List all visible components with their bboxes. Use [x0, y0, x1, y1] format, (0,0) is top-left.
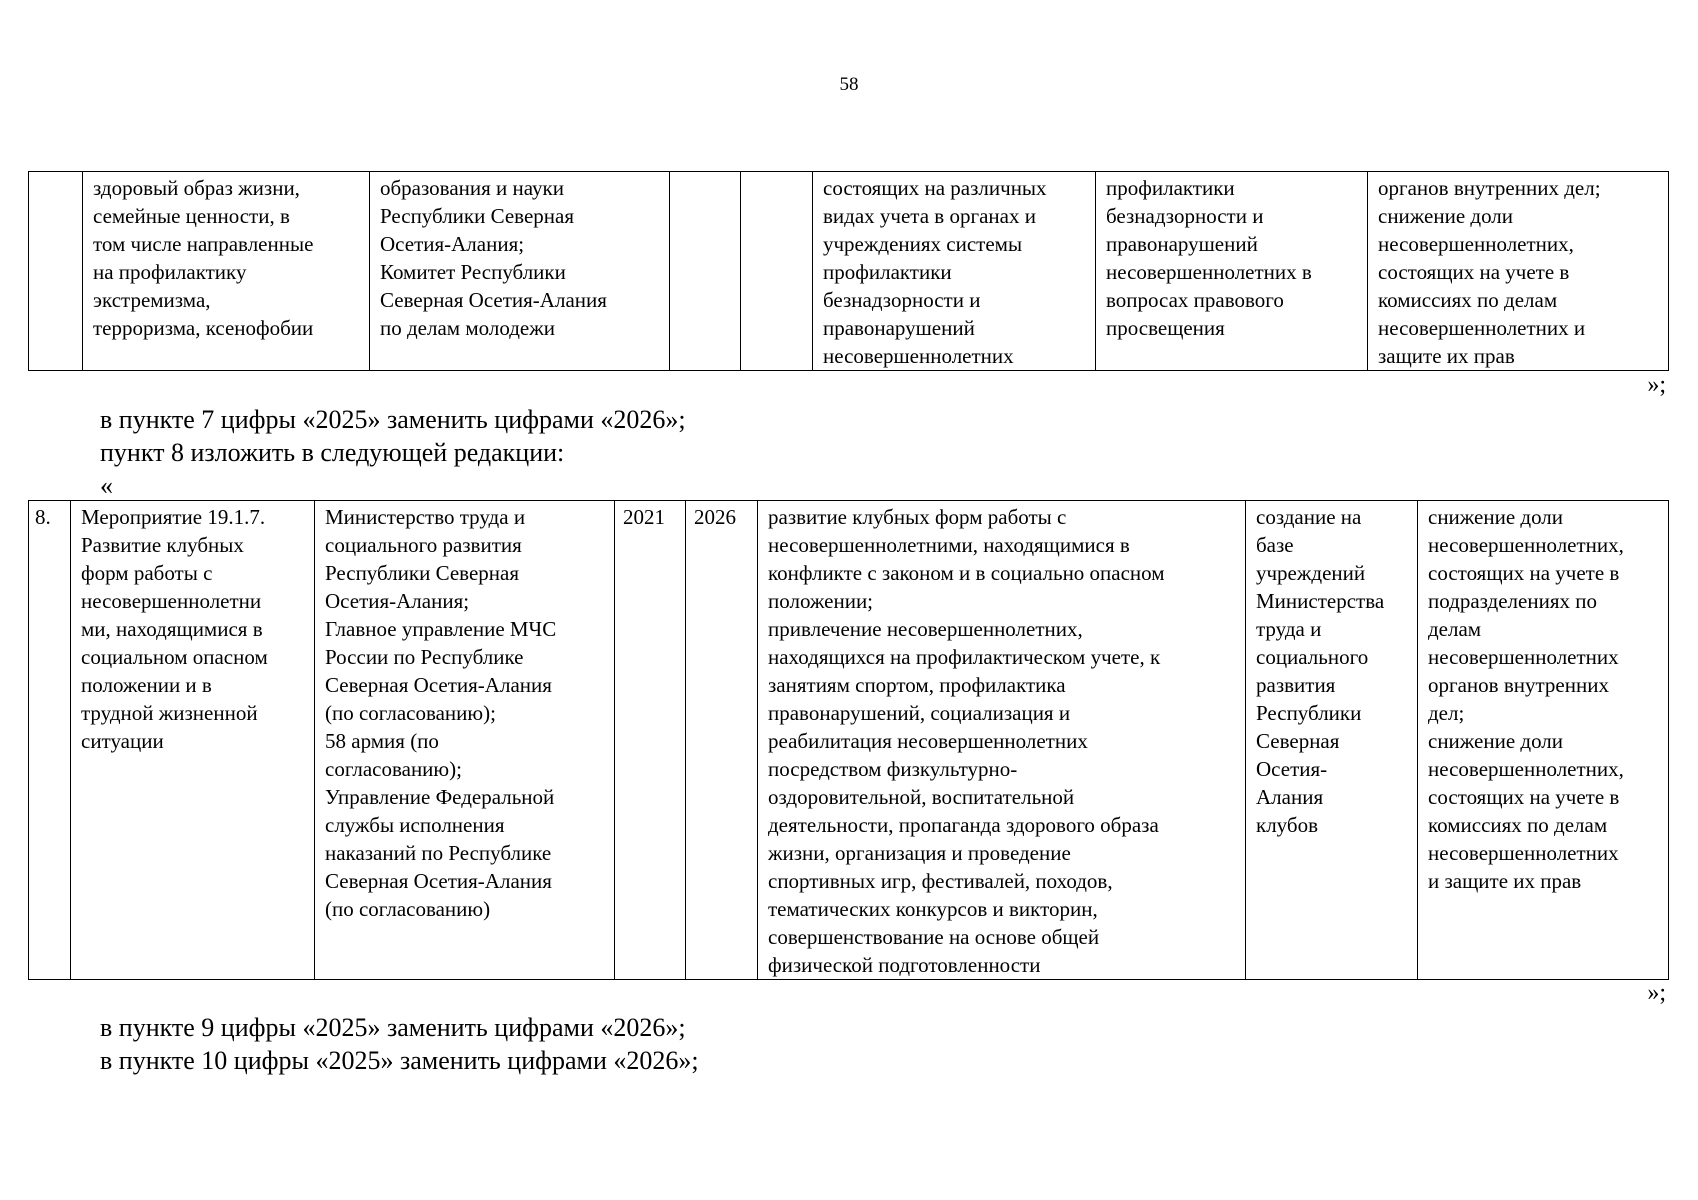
content-cell: развитие клубных форм работы с несовершеннолетними, находящимися в конфликте с законом и в социально опасном положении; привлечение несовершеннолетних, находящихся на профилактическом учете, к занятиям спортом, профилактика правонарушений, социализация и реабилитация несовершеннолетних посредством физкультурно- оздоровительной, воспитательной деятельности, пропаганда здорового образа жизни, организация и проведение спортивных игр, фестивалей, походов, тематических конкурсов и викторин, совершенствование на основе общей физической подготовленности [758, 501, 1246, 980]
end-year-cell: 2026 [686, 501, 758, 980]
amendment-paragraph: в пункте 7 цифры «2025» заменить цифрами «2026»; [100, 405, 686, 434]
measure-name-cell: Мероприятие 19.1.7. Развитие клубных форм работы с несовершеннолетни ми, находящимися в социальном опасном положении и в трудной жизненной ситуации [71, 501, 315, 980]
indicator-cell: снижение доли несовершеннолетних, состоящих на учете в подразделениях по делам несовершеннолетних органов внутренних дел; снижение доли несовершеннолетних, состоящих на учете в комиссиях по делам несовершеннолетних и защите их прав [1418, 501, 1669, 980]
amendment-paragraph: в пункте 9 цифры «2025» заменить цифрами «2026»; [100, 1013, 686, 1042]
start-year-cell: 2021 [615, 501, 686, 980]
start-year-cell [670, 172, 741, 371]
page-number: 58 [839, 74, 859, 95]
end-year-cell [741, 172, 813, 371]
executor-cell: Министерство труда и социального развития Республики Северная Осетия-Алания; Главное управление МЧС России по Республике Северная Осетия-Алания (по согласованию); 58 армия (по согласованию); Управление Федеральной службы исполнения наказаний по Республике Северная Осетия-Алания (по согласованию) [315, 501, 615, 980]
executor-cell: образования и науки Республики Северная Осетия-Алания; Комитет Республики Северная Осетия-Алания по делам молодежи [370, 172, 670, 371]
amendment-paragraph: в пункте 10 цифры «2025» заменить цифрами «2026»; [100, 1046, 699, 1075]
result-cell: создание на базе учреждений Министерства труда и социального развития Республики Северная Осетия- Алания клубов [1246, 501, 1418, 980]
indicator-cell: органов внутренних дел; снижение доли несовершеннолетних, состоящих на учете в комиссиях по делам несовершеннолетних и защите их прав [1368, 172, 1669, 371]
content-cell: состоящих на различных видах учета в органах и учреждениях системы профилактики безнадзорности и правонарушений несовершеннолетних [813, 172, 1096, 371]
result-cell: профилактики безнадзорности и правонарушений несовершеннолетних в вопросах правового просвещения [1096, 172, 1368, 371]
replacement-table [28, 500, 1669, 980]
closing-quote: »; [1647, 372, 1666, 398]
measure-name-cell: здоровый образ жизни, семейные ценности, в том числе направленные на профилактику экстремизма, терроризма, ксенофобии [83, 172, 370, 371]
opening-quote: « [100, 471, 113, 500]
table-row [29, 501, 1669, 980]
closing-quote: »; [1647, 980, 1666, 1006]
continued-table [28, 171, 1669, 371]
row-number-cell [29, 172, 83, 371]
table-row [29, 172, 1669, 371]
row-number-cell: 8. [29, 501, 71, 980]
amendment-paragraph: пункт 8 изложить в следующей редакции: [100, 438, 565, 467]
